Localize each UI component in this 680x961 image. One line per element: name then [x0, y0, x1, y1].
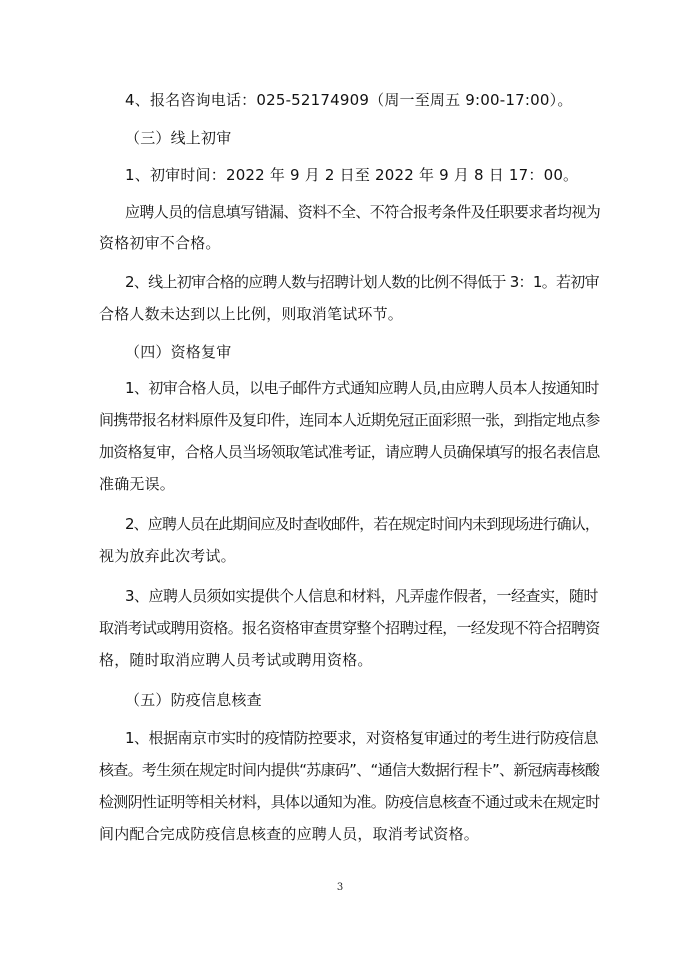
- text-line: 准确无误。: [99, 475, 176, 493]
- text-line: 视为放弃此次考试。: [99, 547, 236, 565]
- text-line-review-time: 1、初审时间：2022 年 9 月 2 日至 2022 年 9 月 8 日 17：00。: [125, 166, 579, 184]
- text-line: 1、初审合格人员，以电子邮件方式通知应聘人员,由应聘人员本人按通知时: [125, 379, 599, 397]
- text-line: 合格人数未达到以上比例，则取消笔试环节。: [99, 305, 404, 323]
- text-line: 1、根据南京市实时的疫情防控要求，对资格复审通过的考生进行防疫信息: [125, 729, 599, 747]
- text-line: 核查。考生须在规定时间内提供“苏康码”、“通信大数据行程卡”、新冠病毒核酸: [99, 761, 600, 779]
- page-number: 3: [336, 882, 344, 893]
- section-heading-epidemic-check: （五）防疫信息核查: [125, 691, 262, 709]
- text-line: 2、线上初审合格的应聘人数与招聘计划人数的比例不得低于 3：1。若初审: [125, 273, 599, 291]
- text-line: 应聘人员的信息填写错漏、资料不全、不符合报考条件及任职要求者均视为: [125, 203, 601, 221]
- text-line: 检测阴性证明等相关材料，具体以通知为准。防疫信息核查不通过或未在规定时: [99, 793, 600, 811]
- text-line: 取消考试或聘用资格。报名资格审查贯穿整个招聘过程，一经发现不符合招聘资: [99, 619, 600, 637]
- text-line: 间内配合完成防疫信息核查的应聘人员，取消考试资格。: [99, 825, 480, 843]
- text-line: 2、应聘人员在此期间应及时查收邮件，若在规定时间内未到现场进行确认，: [125, 515, 599, 533]
- text-line: 间携带报名材料原件及复印件，连同本人近期免冠正面彩照一张，到指定地点参: [99, 411, 600, 429]
- text-line: 加资格复审，合格人员当场领取笔试准考证，请应聘人员确保填写的报名表信息: [99, 443, 600, 461]
- text-line: 资格初审不合格。: [99, 234, 221, 252]
- section-heading-requalification: （四）资格复审: [125, 343, 232, 361]
- section-heading-online-review: （三）线上初审: [125, 129, 232, 147]
- text-line: 3、应聘人员须如实提供个人信息和材料，凡弄虚作假者，一经查实，随时: [125, 587, 599, 605]
- text-line-contact-phone: 4、报名咨询电话：025-52174909（周一至周五 9:00-17:00）。: [125, 91, 573, 109]
- text-line: 格，随时取消应聘人员考试或聘用资格。: [99, 651, 373, 669]
